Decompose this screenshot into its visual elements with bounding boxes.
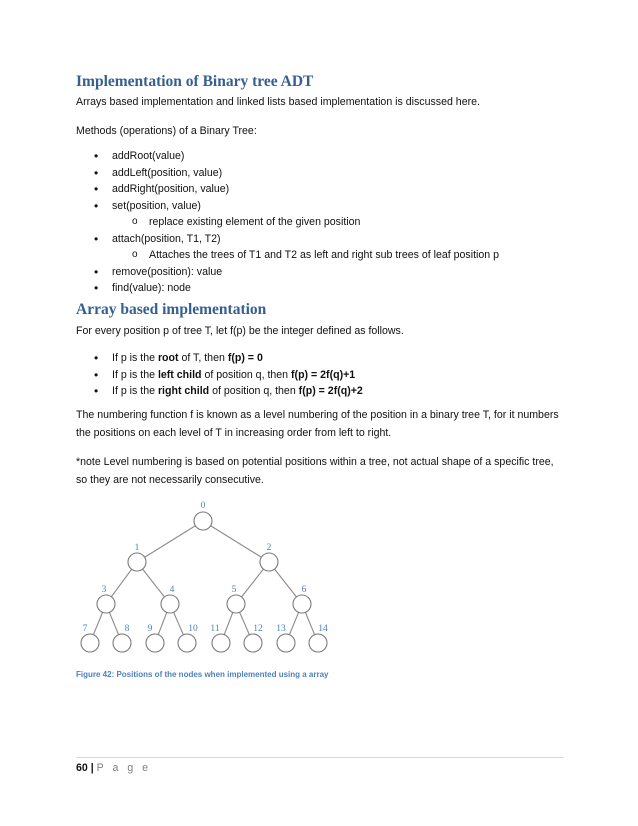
tree-node-label: 12	[253, 624, 263, 634]
tree-node	[309, 634, 327, 652]
level-numbering-line-1: The numbering function f is known as a level numbering of the position in a binary tree T, for it numbers	[76, 409, 559, 421]
figure-caption: Figure 42: Positions of the nodes when implemented using a array	[76, 670, 329, 679]
tree-node-label: 13	[276, 624, 286, 634]
tree-node-label: 10	[188, 624, 198, 634]
tree-node-label: 4	[169, 585, 175, 595]
tree-node-label: 3	[101, 585, 107, 595]
tree-node	[161, 595, 179, 613]
tree-node	[81, 634, 99, 652]
rule-text: If p is the	[112, 368, 158, 381]
tree-node-label: 11	[210, 624, 220, 634]
tree-node	[178, 634, 196, 652]
rule-text: of position q, then	[201, 368, 292, 381]
list-item: • find(value): node	[92, 280, 499, 297]
tree-node-label: 0	[200, 501, 206, 511]
array-intro-paragraph: For every position p of tree T, let f(p) be the integer defined as follows.	[76, 325, 404, 337]
list-item: • addRight(position, value)	[92, 181, 499, 198]
rule-text: If p is the	[112, 352, 158, 364]
tree-node	[244, 634, 262, 652]
rule-text: of position q, then	[209, 385, 299, 397]
tree-node-label: 6	[301, 585, 307, 595]
rule-keyword: root	[157, 352, 179, 364]
tree-node-label: 9	[147, 624, 153, 634]
page-word: P a g e	[96, 762, 152, 774]
rule-keyword: right child	[157, 385, 210, 397]
list-item: • attach(position, T1, T2)	[92, 231, 499, 248]
tree-node	[113, 634, 131, 652]
rule-formula: f(p) = 2f(q)+1	[291, 368, 356, 381]
tree-node-label: 14	[318, 624, 328, 634]
level-numbering-line-2: the positions on each level of T in increasing order from left to right.	[76, 427, 392, 439]
page-footer	[76, 762, 151, 774]
tree-node-label: 2	[266, 543, 272, 553]
tree-node	[293, 595, 311, 613]
tree-node	[227, 595, 245, 613]
tree-node	[97, 595, 115, 613]
rule-text: of T, then	[178, 352, 228, 364]
tree-node-label: 1	[134, 543, 140, 553]
tree-node	[146, 634, 164, 652]
tree-edge	[134, 521, 203, 562]
tree-node	[212, 634, 230, 652]
footer-divider	[76, 757, 564, 758]
rule-text: If p is the	[112, 385, 158, 397]
list-item: • addLeft(position, value)	[92, 165, 499, 182]
list-item: • addRoot(value)	[92, 148, 499, 165]
tree-node	[260, 553, 278, 571]
rule-formula: f(p) = 0	[227, 352, 263, 364]
tree-node	[277, 634, 295, 652]
tree-node	[194, 512, 212, 530]
section-heading-binary-tree-adt: Implementation of Binary tree ADT	[76, 73, 314, 90]
page-number: 60	[76, 762, 88, 774]
tree-node-label: 5	[231, 585, 237, 595]
tree-node-label: 7	[82, 624, 88, 634]
note-line-2: so they are not necessarily consecutive.	[76, 474, 264, 486]
rule-keyword: left child	[157, 368, 202, 381]
sub-list-item: o replace existing element of the given position	[92, 214, 499, 231]
list-item: • set(position, value)	[92, 198, 499, 215]
list-item: • remove(position): value	[92, 264, 499, 281]
tree-edge	[203, 521, 269, 562]
rule-formula: f(p) = 2f(q)+2	[298, 385, 363, 397]
tree-node	[128, 553, 146, 571]
methods-label: Methods (operations) of a Binary Tree:	[76, 125, 257, 137]
section-heading-array-implementation: Array based implementation	[76, 301, 267, 318]
footer-separator: |	[90, 762, 94, 774]
intro-paragraph: Arrays based implementation and linked lists based implementation is discussed here.	[76, 96, 480, 108]
tree-node-label: 8	[124, 624, 130, 634]
sub-list-item: o Attaches the trees of T1 and T2 as left and right sub trees of leaf position p	[92, 247, 499, 264]
note-line-1: *note Level numbering is based on potential positions within a tree, not actual shape of a specific tree,	[76, 456, 554, 468]
